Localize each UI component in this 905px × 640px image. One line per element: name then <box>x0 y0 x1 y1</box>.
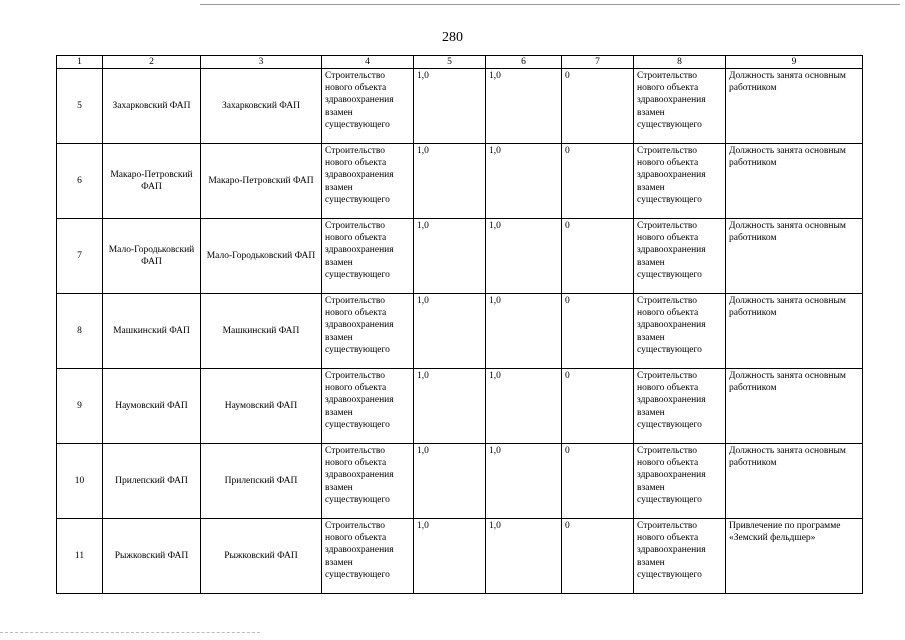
column-7-cell: 0 <box>562 519 634 594</box>
fap-name-cell: Наумовский ФАП <box>103 369 201 444</box>
facility-name-cell: Макаро-Петровский ФАП <box>201 144 322 219</box>
top-divider <box>200 4 900 5</box>
planned-action-cell: Строительство нового объекта здравоохранения взамен существующего <box>322 369 414 444</box>
planned-action-cell: Строительство нового объекта здравоохранения взамен существующего <box>322 69 414 144</box>
column-7-cell: 0 <box>562 444 634 519</box>
column-header: 6 <box>486 56 562 69</box>
column-8-cell: Строительство нового объекта здравоохранения взамен существующего <box>634 519 726 594</box>
column-8-cell: Строительство нового объекта здравоохранения взамен существующего <box>634 69 726 144</box>
row-number-cell: 7 <box>57 219 103 294</box>
table-body <box>57 56 863 594</box>
column-header: 4 <box>322 56 414 69</box>
table-row <box>57 144 863 219</box>
column-5-cell: 1,0 <box>414 444 486 519</box>
staffing-status-cell: Привлечение по программе «Земский фельдшер» <box>726 519 863 594</box>
column-8-cell: Строительство нового объекта здравоохранения взамен существующего <box>634 369 726 444</box>
facility-name-cell: Наумовский ФАП <box>201 369 322 444</box>
column-7-cell: 0 <box>562 144 634 219</box>
row-number-cell: 8 <box>57 294 103 369</box>
column-header: 3 <box>201 56 322 69</box>
column-header: 1 <box>57 56 103 69</box>
staffing-status-cell: Должность занята основным работником <box>726 444 863 519</box>
column-header: 5 <box>414 56 486 69</box>
column-8-cell: Строительство нового объекта здравоохранения взамен существующего <box>634 144 726 219</box>
fap-name-cell: Машкинский ФАП <box>103 294 201 369</box>
staffing-status-cell: Должность занята основным работником <box>726 69 863 144</box>
facility-name-cell: Рыжковский ФАП <box>201 519 322 594</box>
column-header: 8 <box>634 56 726 69</box>
column-header: 9 <box>726 56 863 69</box>
row-number-cell: 10 <box>57 444 103 519</box>
row-number-cell: 11 <box>57 519 103 594</box>
column-6-cell: 1,0 <box>486 144 562 219</box>
staffing-status-cell: Должность занята основным работником <box>726 219 863 294</box>
table-row <box>57 69 863 144</box>
column-5-cell: 1,0 <box>414 519 486 594</box>
facility-name-cell: Машкинский ФАП <box>201 294 322 369</box>
staffing-status-cell: Должность занята основным работником <box>726 294 863 369</box>
column-6-cell: 1,0 <box>486 444 562 519</box>
column-7-cell: 0 <box>562 294 634 369</box>
bottom-divider <box>0 632 260 633</box>
column-7-cell: 0 <box>562 219 634 294</box>
fap-name-cell: Захарковский ФАП <box>103 69 201 144</box>
fap-name-cell: Рыжковский ФАП <box>103 519 201 594</box>
column-5-cell: 1,0 <box>414 369 486 444</box>
column-7-cell: 0 <box>562 69 634 144</box>
column-8-cell: Строительство нового объекта здравоохранения взамен существующего <box>634 444 726 519</box>
fap-name-cell: Прилепский ФАП <box>103 444 201 519</box>
column-5-cell: 1,0 <box>414 69 486 144</box>
fap-name-cell: Мало-Городьковский ФАП <box>103 219 201 294</box>
planned-action-cell: Строительство нового объекта здравоохранения взамен существующего <box>322 294 414 369</box>
column-6-cell: 1,0 <box>486 519 562 594</box>
column-5-cell: 1,0 <box>414 219 486 294</box>
fap-name-cell: Макаро-Петровский ФАП <box>103 144 201 219</box>
column-header: 7 <box>562 56 634 69</box>
table-row <box>57 369 863 444</box>
column-header: 2 <box>103 56 201 69</box>
column-6-cell: 1,0 <box>486 294 562 369</box>
data-table <box>56 55 863 594</box>
header-row <box>57 56 863 69</box>
table-row <box>57 444 863 519</box>
page-number: 280 <box>442 30 463 45</box>
staffing-status-cell: Должность занята основным работником <box>726 369 863 444</box>
table-row <box>57 519 863 594</box>
column-5-cell: 1,0 <box>414 294 486 369</box>
column-8-cell: Строительство нового объекта здравоохранения взамен существующего <box>634 294 726 369</box>
column-5-cell: 1,0 <box>414 144 486 219</box>
planned-action-cell: Строительство нового объекта здравоохранения взамен существующего <box>322 219 414 294</box>
column-8-cell: Строительство нового объекта здравоохранения взамен существующего <box>634 219 726 294</box>
facility-name-cell: Захарковский ФАП <box>201 69 322 144</box>
staffing-status-cell: Должность занята основным работником <box>726 144 863 219</box>
row-number-cell: 6 <box>57 144 103 219</box>
facility-name-cell: Мало-Городьковский ФАП <box>201 219 322 294</box>
table-row <box>57 294 863 369</box>
planned-action-cell: Строительство нового объекта здравоохранения взамен существующего <box>322 519 414 594</box>
row-number-cell: 9 <box>57 369 103 444</box>
column-6-cell: 1,0 <box>486 369 562 444</box>
planned-action-cell: Строительство нового объекта здравоохранения взамен существующего <box>322 144 414 219</box>
column-7-cell: 0 <box>562 369 634 444</box>
column-6-cell: 1,0 <box>486 219 562 294</box>
row-number-cell: 5 <box>57 69 103 144</box>
table-row <box>57 219 863 294</box>
column-6-cell: 1,0 <box>486 69 562 144</box>
facility-name-cell: Прилепский ФАП <box>201 444 322 519</box>
planned-action-cell: Строительство нового объекта здравоохранения взамен существующего <box>322 444 414 519</box>
